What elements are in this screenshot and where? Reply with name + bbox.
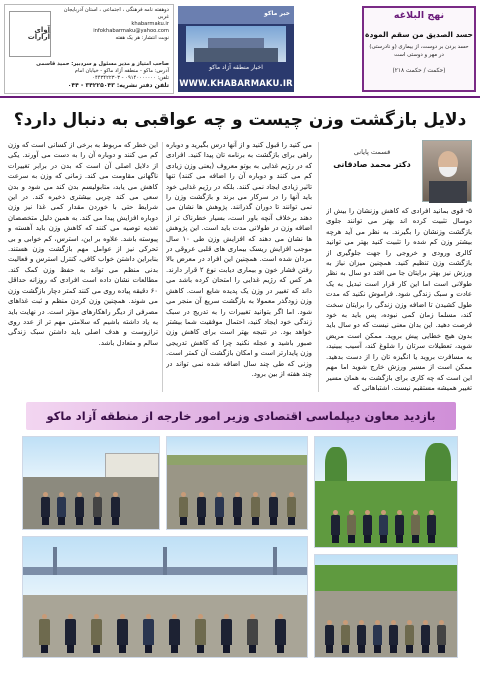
person-figure	[427, 510, 436, 543]
bridge-pillar	[163, 547, 167, 575]
person-figure	[57, 492, 66, 525]
bridge-pillar	[53, 547, 57, 575]
bridge-pillar	[273, 547, 277, 575]
article-text-right: ۵- قوی بمانید افرادی که کاهش وزنشان را بیش از دوسال تثبیت کرده اند بهتر می توانند جلوی بازگشت وزنشان را بگیرند. به نظر می آید هرچه بیشتر وزن کم شده را تثبیت کنید بهتر می توانید کالری ورودی و خروجی را جهت جلوگیری از بازگشت وزن تنظیم کنید. همچنین میزان نیاز به ورزش نیز بهتر برایتان جا می افتد دو سال به نظر طولانی است اما این کار قرار است تبدیل به یک عادت و سبک زندگی شود. فراموش نکنید که مدت طول کشیدن تا اضافه وزن زندگی را برایتان سخت کند، مسلما زمان کمی نبوده، پس باید به خود فرصت دهید. این بدان معنی نیست که دو سال باید بدون هیچ خطایی پیش بروید. ممکن است مریض شوید، تعطیلات سرتان را شلوغ کند، آسیب ببینید، به مسافرت بروید یا انگیزه تان را از دست بدهید. ممکن است از مسیر ورزش خارج شوید اما مهم این است که چه کاری برای بازگشت به همان مسیر تغییر همیشه مستقیم نیست. اشتباهاتی که	[326, 207, 472, 392]
person-figure	[405, 620, 414, 653]
publication-info	[4, 4, 174, 94]
gallery-photo-5	[314, 554, 458, 658]
person-figure	[179, 492, 188, 525]
trees-shape	[315, 565, 458, 593]
person-figure	[169, 614, 180, 653]
person-figure	[247, 614, 258, 653]
info-line: آدرس: ماکو - منطقه آزاد ماکو - خیابان امام	[74, 68, 169, 74]
article-part: قسمت پایانی	[353, 148, 391, 156]
brand-url[interactable]: WWW.KHABARMAKU.IR	[179, 78, 293, 88]
person-figure	[357, 620, 366, 653]
person-figure	[143, 614, 154, 653]
article-text-left: این خطر که مربوط به برخی از کسانی است که وزن کم می کنند و دوباره آن را به دست می آورند. یکی از دلایل اصلی آن است که بدن در برابر تغییرات ناگهانی مقاومت می کند. زمانی که وزن به سرعت کاهش می یابد، متابولیسم بدن کند می شود و بدن سعی می کند چربی بیشتری ذخیره کند. در این شرایط حتی با خوردن مقدار کمی غذا نیز وزن دوباره افزایش پیدا می کند. به همین دلیل متخصصان تغذیه توصیه می کنند که کاهش وزن باید آهسته و پیوسته باشد. علاوه بر این، استرس، کم خوابی و بی تحرکی نیز از عوامل مهم بازگشت وزن هستند. بنابراین داشتن خواب کافی، کنترل استرس و فعالیت بدنی منظم می تواند به حفظ وزن کمک کند. مطالعات نشان داده است افرادی که روزانه حداقل ۶۰ دقیقه پیاده روی می کنند کمتر دچار بازگشت وزن می شوند. همچنین وزن کردن منظم و ثبت غذاهای مصرفی از دیگر راهکارهای مؤثر است. در نهایت باید به یاد داشته باشیم که سلامتی مهم تر از عدد روی ترازوست و هدف اصلی باید داشتن سبک زندگی سالم و متعادل باشد.	[8, 141, 158, 347]
info-lines-bottom	[7, 61, 169, 89]
article-text-mid: می کنید را قبول کنید و از آنها درس بگیرید و دوباره راهی برای بازگشت به برنامه تان پیدا کنید. افرادی که در رژیم غذایی به بوتو معروف (یعنی وزن زیادی کم می کنند و دوباره آن را اضافه می کنند) تنها تاثیر زیادی ایجاد نمی کنند. بلکه در رژیم غذایی خود باید آنها را در سرکار می برند و بازگشت وزن را نمی توانند تا دوران گذرانند. پژوهش ها نشان می دهند برخلاف آنچه باور است، بسیار خطرناک تر از اضافه وزن در طولانی مدت باید است. این پژوهش ها نشان می دهند که افزایش وزن طی ۱۰ سال موجب افزایش ریسک بیماری های قلبی عروقی در مردان شده است. همچنین این افراد در معرض بالا رفتن فشار خون و بیماری دیابت نوع ۲ قرار دارند. هر کس که رژیم غذایی را امتحان کرده باشد می داند که تغییر در وزن یک پدیده شایع است. کاهش وزن زودگذر معمولا به بازگشت سریع آن منجر می شود. اما اگر بتوانید تغییرات را به تدریج در سبک زندگی خود ایجاد کنید، احتمال موفقیت شما بیشتر خواهد بود. در نتیجه بهتر است برای کاهش وزن صبور باشید و عجله نکنید چرا که کاهش تدریجی وزن پایدارتر است و امکان بازگشت آن کمتر است. وزنی که طی چند سال اضافه شده نمی تواند در چند هفته از بین برود.	[166, 141, 312, 378]
person-figure	[341, 620, 350, 653]
column-divider	[318, 142, 319, 392]
person-figure	[91, 614, 102, 653]
brand-banner: اخبار منطقه آزاد ماکو	[209, 64, 263, 71]
info-line[interactable]: infokhabarmaku@yahoo.com	[93, 28, 169, 34]
article-author: دکتر محمد صادقانی	[333, 160, 411, 169]
person-figure	[215, 492, 224, 525]
info-line: صاحب امتیاز و مدیر مسئول و سردبیر: حمید قاسمی	[36, 61, 169, 67]
person-figure	[421, 620, 430, 653]
person-figure	[251, 492, 260, 525]
person-figure	[195, 614, 206, 653]
brand-header	[178, 6, 294, 24]
article-col-right	[326, 140, 472, 394]
person-figure	[233, 492, 242, 525]
person-figure	[389, 620, 398, 653]
person-figure	[379, 510, 388, 543]
person-figure	[117, 614, 128, 653]
nahj-title: نهج البلاغه	[393, 10, 445, 21]
gallery-photo-2	[166, 436, 308, 530]
author-suit	[429, 181, 467, 203]
person-figure	[197, 492, 206, 525]
person-figure	[373, 620, 382, 653]
person-figure	[41, 492, 50, 525]
section-title: بازدید معاون دیپلماسی اقتصادی وزیر امور خارجه از منطقه آزاد ماکو	[46, 409, 436, 423]
article-headline-wrap	[0, 104, 480, 136]
brand-name: خبر ماکو	[264, 10, 290, 17]
nahj-box	[362, 6, 476, 92]
section-banner	[26, 402, 456, 430]
person-figure	[275, 614, 286, 653]
person-figure	[65, 614, 76, 653]
masthead	[0, 0, 480, 98]
person-figure	[111, 492, 120, 525]
brand-photo	[186, 26, 286, 62]
person-figure	[221, 614, 232, 653]
person-figure	[411, 510, 420, 543]
weekly-logo: آوای آرارات	[9, 11, 51, 57]
person-figure	[93, 492, 102, 525]
column-divider	[162, 142, 163, 392]
person-figure	[269, 492, 278, 525]
person-figure	[331, 510, 340, 543]
person-figure	[363, 510, 372, 543]
brand-block	[178, 6, 294, 92]
info-line[interactable]: khabarmaku.ir	[131, 21, 169, 27]
author-photo	[422, 140, 472, 202]
person-figure	[325, 620, 334, 653]
gallery-photo-3	[314, 436, 458, 548]
person-figure	[347, 510, 356, 543]
person-figure	[75, 492, 84, 525]
nahj-ref: (حکمت / حکمت ۲۱۸)	[392, 68, 446, 74]
info-line: تلفن دفتر نشریه: ۳۴۲۲۵۰۴۳ - ۰۴۴	[67, 82, 169, 89]
building-shape	[194, 48, 278, 62]
nahj-quote: حسد الصدیق من سقم المودة	[365, 30, 473, 39]
info-lines	[51, 7, 169, 42]
author-beard	[439, 167, 457, 177]
gallery-photo-4	[22, 536, 308, 658]
nahj-translation: حسد بردن بر دوست، از بیماری (و نادرستی) در مهر و دوستی است	[369, 44, 469, 58]
gallery-photo-1	[22, 436, 160, 530]
person-figure	[287, 492, 296, 525]
info-line: دوهفته نامه فرهنگی ، اجتماعی ، استان آذربایجان غربی	[63, 7, 169, 20]
person-figure	[395, 510, 404, 543]
article-headline: دلایل بازگشت وزن چیست و چه عواقبی به دنبال دارد؟	[13, 110, 467, 130]
building-roof	[208, 38, 264, 48]
info-line: نوبت انتشار: هر یک هفته	[115, 35, 169, 41]
person-figure	[437, 620, 446, 653]
person-figure	[39, 614, 50, 653]
info-line: تلفن: ۰۹۱۴۰۰۰۰۰۰۰ - ۰۴۴۳۴۲۲۳۰۳	[92, 75, 169, 81]
